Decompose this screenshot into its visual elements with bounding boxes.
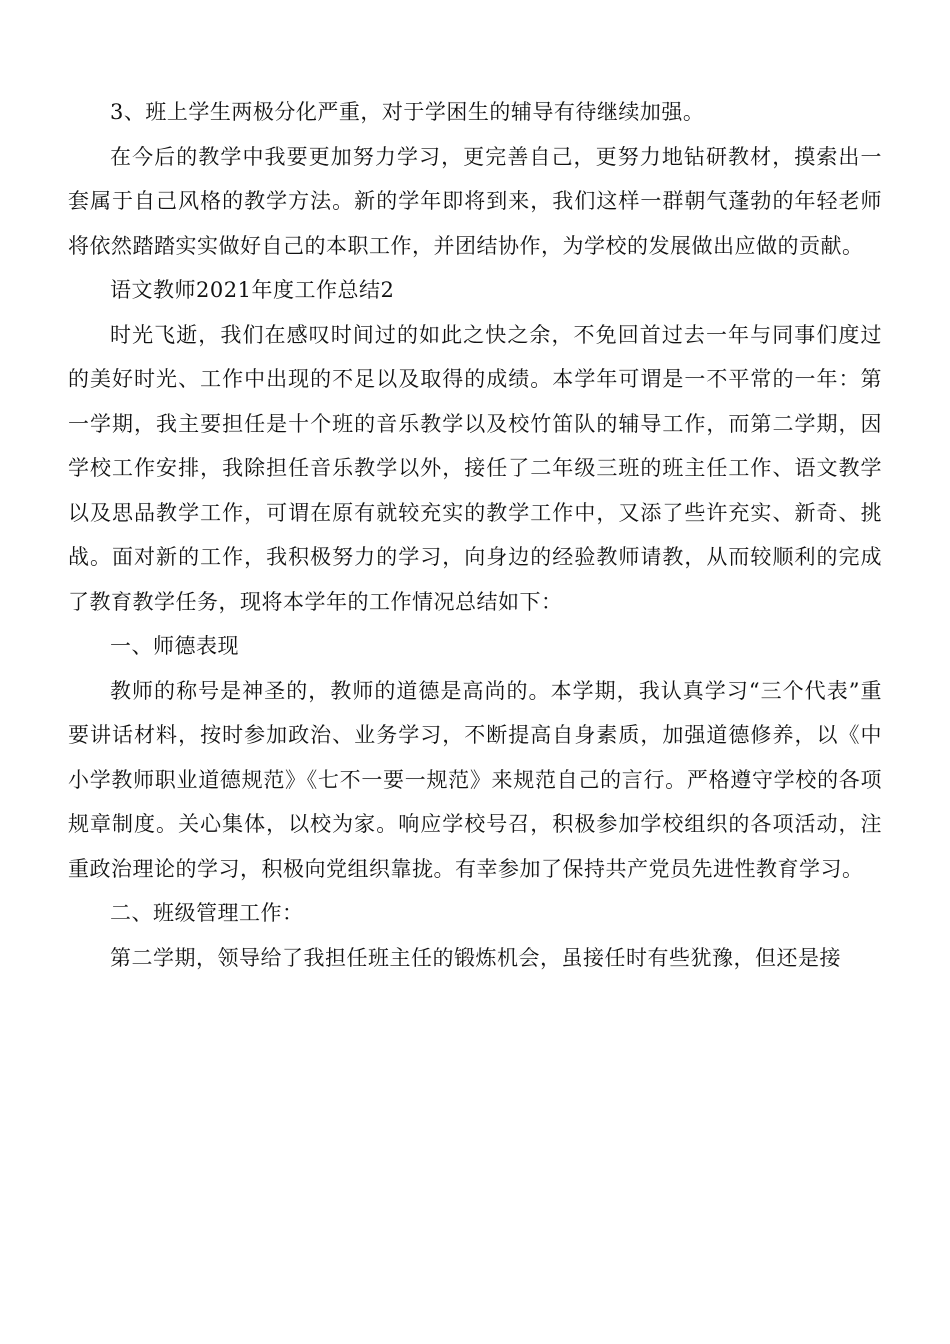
heading-class-management: 二、班级管理工作： xyxy=(110,901,304,925)
heading-teacher-ethics: 一、师德表现 xyxy=(110,634,239,658)
paragraph-class-management: 第二学期，领导给了我担任班主任的锻炼机会，虽接任时有些犹豫，但还是接 xyxy=(110,945,841,970)
document-body xyxy=(68,90,882,980)
section-title: 语文教师2021年度工作总结2 xyxy=(110,278,395,302)
paragraph-gap-students: 3、班上学生两极分化严重，对于学困生的辅导有待继续加强。 xyxy=(110,100,705,124)
paragraph-teacher-ethics: 教师的称号是神圣的，教师的道德是高尚的。本学期，我认真学习“三个代表”重要讲话材料，按时参加政治、业务学习，不断提高自身素质，加强道德修养，以《中小学教师职业道德规范》《七不一要一规范》来规范自己的言行。严格遵守学校的各项规章制度。关心集体，以校为家。响应学校号召，积极参加学校组织的各项活动，注重政治理论的学习，积极向党组织靠拢。有幸参加了保持共产党员先进性教育学习。 xyxy=(68,678,882,881)
paragraph-intro: 时光飞逝，我们在感叹时间过的如此之快之余，不免回首过去一年与同事们度过的美好时光、工作中出现的不足以及取得的成绩。本学年可谓是一不平常的一年：第一学期，我主要担任是十个班的音乐教学以及校竹笛队的辅导工作，而第二学期，因学校工作安排，我除担任音乐教学以外，接任了二年级三班的班主任工作、语文教学以及思品教学工作，可谓在原有就较充实的教学工作中，又添了些许充实、新奇、挑战。面对新的工作，我积极努力的学习，向身边的经验教师请教，从而较顺利的完成了教育教学任务，现将本学年的工作情况总结如下： xyxy=(68,322,882,614)
paragraph-future-plan: 在今后的教学中我要更加努力学习，更完善自己，更努力地钻研教材，摸索出一套属于自己风格的教学方法。新的学年即将到来，我们这样一群朝气蓬勃的年轻老师将依然踏踏实实做好自己的本职工作，并团结协作，为学校的发展做出应做的贡献。 xyxy=(68,144,882,258)
